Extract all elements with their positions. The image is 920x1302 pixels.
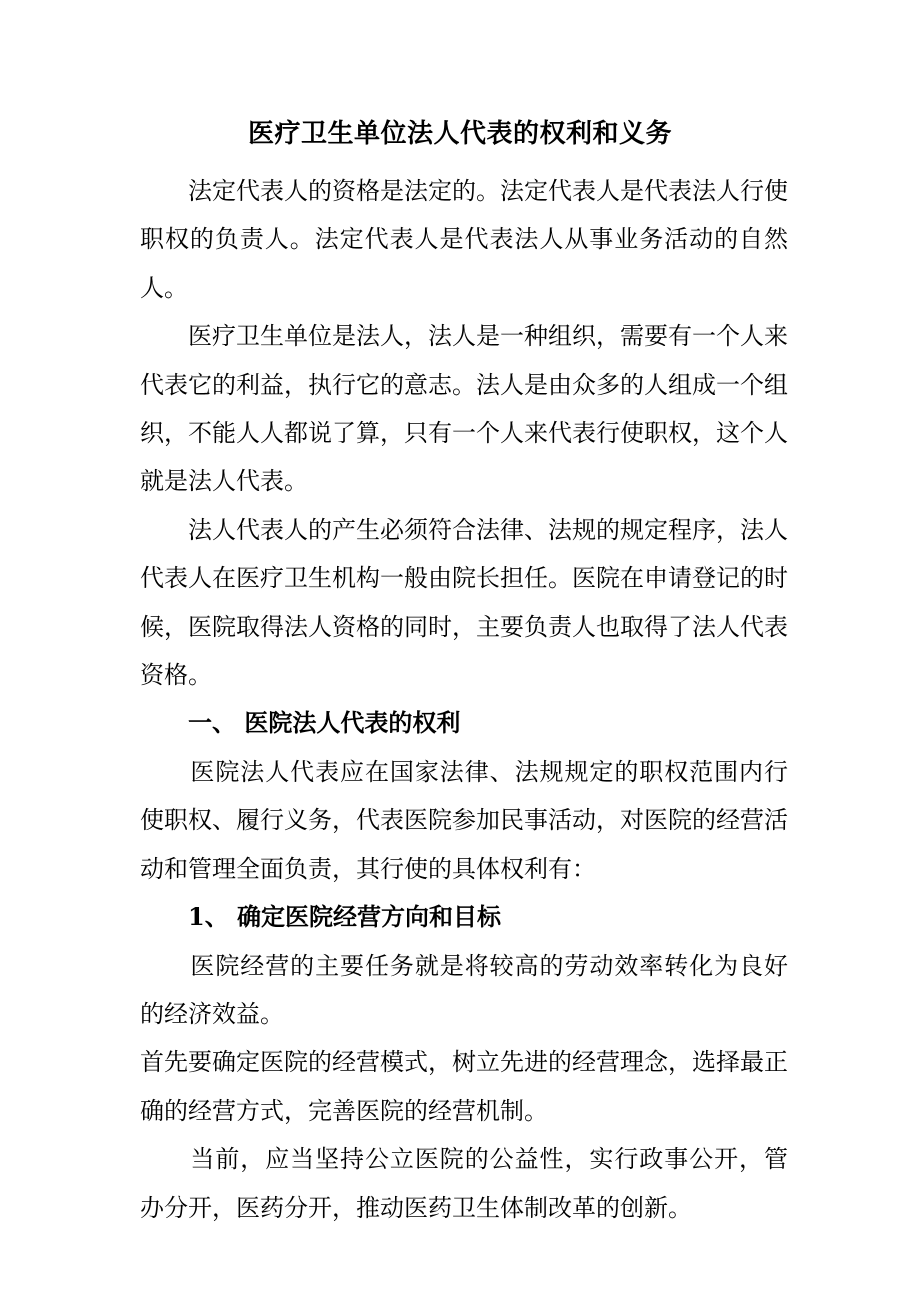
document-title: 医疗卫生单位法人代表的权利和义务 — [247, 119, 672, 149]
item-heading-direction-goals: 1、 确定医院经营方向和目标 — [188, 902, 502, 932]
paragraph-rights-intro: 医院法人代表应在国家法律、法规规定的职权范围内行使职权、履行义务，代表医院参加民事活动，对医院的经营活动和管理全面负责，其行使的具体权利有： — [140, 757, 788, 883]
section-heading-rights: 一、 医院法人代表的权利 — [188, 708, 461, 738]
paragraph-business-model: 首先要确定医院的经营模式，树立先进的经营理念，选择最正确的经营方式，完善医院的经营机制。 — [140, 1048, 788, 1125]
paragraph-hospital-task: 医院经营的主要任务就是将较高的劳动效率转化为良好的经济效益。 — [140, 951, 788, 1028]
paragraph-legal-representative-definition: 法定代表人的资格是法定的。法定代表人是代表法人行使职权的负责人。法定代表人是代表法人从事业务活动的自然人。 — [140, 177, 788, 302]
document-body — [140, 167, 788, 1232]
paragraph-public-welfare: 当前，应当坚持公立医院的公益性，实行政事公开，管办分开，医药分开，推动医药卫生体制改革的创新。 — [140, 1145, 788, 1222]
paragraph-representative-appointment: 法人代表人的产生必须符合法律、法规的规定程序，法人代表人在医疗卫生机构一般由院长担任。医院在申请登记的时候，医院取得法人资格的同时，主要负责人也取得了法人代表资格。 — [140, 515, 788, 690]
paragraph-legal-entity-explanation: 医疗卫生单位是法人，法人是一种组织，需要有一个人来代表它的利益，执行它的意志。法人是由众多的人组成一个组织，不能人人都说了算，只有一个人来代表行使职权，这个人就是法人代表。 — [140, 322, 788, 496]
